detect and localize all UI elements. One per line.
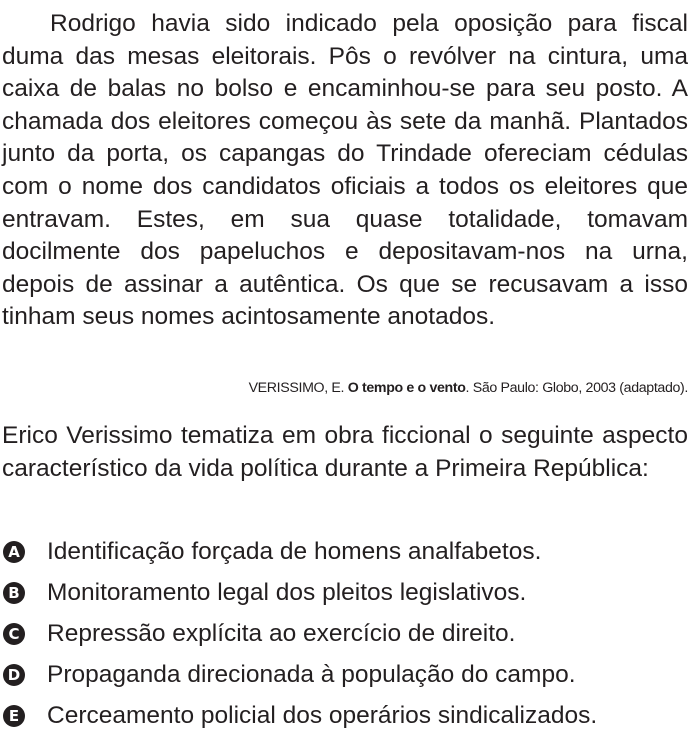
source-passage: Rodrigo havia sido indicado pela oposição para fiscal duma das mesas eleitorais. Pôs o revólver na cintura, uma caixa de balas no bolso e encaminhou-se para seu posto. A chamada dos eleitores começou às sete da manhã. Plantados junto da porta, os capangas do Trindade ofereciam cédulas com o nome dos candidatos oficiais a todos os eleitores que entravam. Estes, em sua quase totalidade, tomavam docilmente dos papeluchos e depositavam-nos na urna, depois de assinar a autêntica. Os que se recusavam a isso tinham seus nomes acintosamente anotados. (2, 10, 688, 331)
option-c[interactable] (0, 614, 700, 655)
option-a-text: Identificação forçada de homens analfabetos. (47, 538, 542, 566)
letter-e-icon: E (3, 705, 25, 727)
citation-title: O tempo e o vento (347, 380, 466, 396)
citation-details: . São Paulo: Globo, 2003 (adaptado). (465, 380, 688, 396)
letter-b-icon: B (3, 582, 25, 604)
citation-author: VERISSIMO, E. (248, 380, 345, 396)
option-e-text: Cerceamento policial dos operários sindicalizados. (47, 701, 598, 729)
option-b-text: Monitoramento legal dos pleitos legislativos. (47, 579, 527, 607)
letter-d-icon: D (3, 664, 25, 686)
option-e[interactable] (0, 695, 700, 736)
source-citation (249, 379, 688, 397)
letter-a-icon: A (3, 541, 25, 563)
option-d[interactable] (0, 654, 700, 695)
option-b[interactable] (0, 573, 700, 614)
option-a[interactable] (0, 532, 700, 573)
option-d-text: Propaganda direcionada à população do campo. (47, 660, 576, 688)
letter-c-icon: C (3, 623, 25, 645)
option-c-text: Repressão explícita ao exercício de direito. (47, 619, 516, 647)
question-stem: Erico Verissimo tematiza em obra ficcional o seguinte aspecto característico da vida política durante a Primeira República: (2, 422, 688, 482)
answer-options (0, 532, 700, 736)
